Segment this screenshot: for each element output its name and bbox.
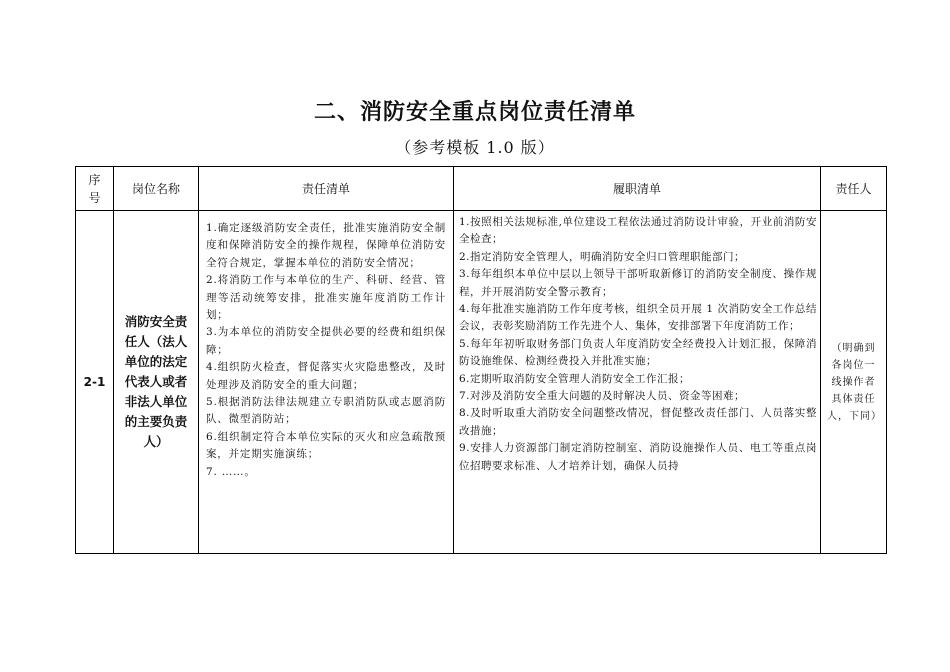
header-performance-list: 履职清单 [454, 167, 821, 211]
performance-item: 2.指定消防安全管理人，明确消防安全归口管理职能部门； [459, 250, 746, 263]
performance-item: 1.按照相关法规标准,单位建设工程依法通过消防设计审验，开业前消防安全检查； [459, 216, 817, 246]
header-seq-line1: 序 [88, 172, 101, 187]
responsibility-item: 1.确定逐级消防安全责任，批准实施消防安全制度和保障消防安全的操作规程，保障单位消防安全符合规定，掌握本单位的消防安全情况； [206, 222, 446, 269]
performance-item: 4.每年批准实施消防工作年度考核，组织全员开展 1 次消防安全工作总结会议，表彰奖励消防工作先进个人、集体，安排部署下年度消防工作； [459, 303, 817, 333]
responsibility-table [75, 166, 887, 554]
header-seq-line2: 号 [88, 190, 101, 205]
header-seq [76, 167, 114, 211]
performance-item: 3.每年组织本单位中层以上领导干部听取新修订的消防安全制度、操作规程，并开展消防安全警示教育； [459, 268, 817, 298]
responsibility-item: 2.将消防工作与本单位的生产、科研、经营、管理等活动统筹安排，批准实施年度消防工作计划； [206, 274, 446, 322]
row-responsibilities [199, 211, 454, 554]
performance-item: 8.及时听取重大消防安全问题整改情况，督促整改责任部门、人员落实整改措施； [459, 407, 817, 437]
responsibility-item: 7. ……。 [206, 465, 256, 478]
document-subtitle: （参考模板 1.0 版） [395, 138, 555, 157]
header-responsible-person: 责任人 [821, 167, 887, 211]
responsibility-item: 3.为本单位的消防安全提供必要的经费和组织保障； [206, 326, 446, 356]
performance-item: 6.定期听取消防安全管理人消防安全工作汇报； [459, 372, 691, 385]
row-seq: 2-1 [76, 211, 114, 554]
performance-item: 7.对涉及消防安全重大问题的及时解决人员、资金等困难； [459, 390, 746, 403]
header-responsibility-list: 责任清单 [199, 167, 454, 211]
row-performances [454, 211, 821, 554]
document-title: 二、消防安全重点岗位责任清单 [313, 100, 636, 125]
performance-item: 9.安排人力资源部门制定消防控制室、消防设施操作人员、电工等重点岗位招聘要求标准、人才培养计划，确保人员持 [459, 442, 817, 472]
table-header-row [76, 167, 887, 211]
row-responsible-person: （明确到各岗位一线操作者具体责任人，下同） [821, 211, 887, 554]
responsibility-item: 6.组织制定符合本单位实际的灭火和应急疏散预案，并定期实施演练； [206, 430, 446, 461]
responsibility-item: 4.组织防火检查，督促落实火灾隐患整改，及时处理涉及消防安全的重大问题； [206, 361, 446, 391]
row-post-name: 消防安全责任人（法人单位的法定代表人或者非法人单位的主要负责人） [114, 211, 199, 554]
header-post-name: 岗位名称 [114, 167, 199, 211]
table-row [76, 211, 887, 554]
responsibility-item: 5.根据消防法律法规建立专职消防队或志愿消防队、微型消防站； [206, 396, 446, 426]
performance-item: 5.每年年初听取财务部门负责人年度消防安全经费投入计划汇报，保障消防设施维保、检测经费投入并批准实施； [459, 337, 817, 368]
